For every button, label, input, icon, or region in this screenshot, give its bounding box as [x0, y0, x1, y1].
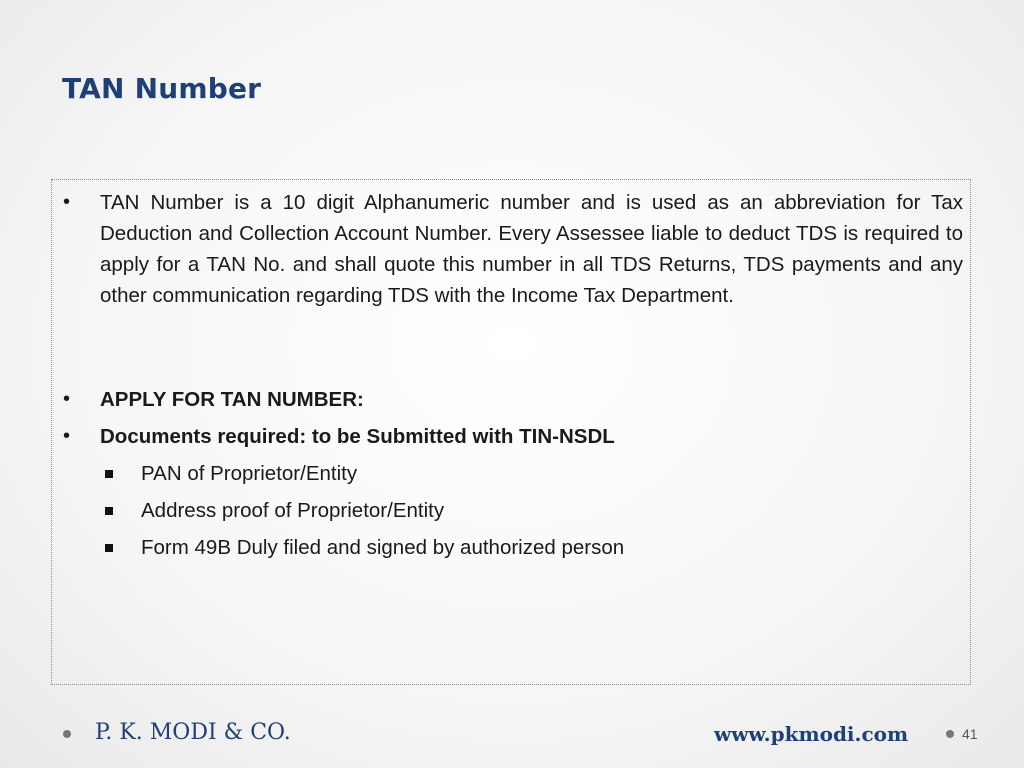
footer-dot-right-icon — [946, 730, 954, 738]
bullet-text: Documents required: to be Submitted with TIN-NSDL — [100, 425, 615, 448]
bullet-text: TAN Number is a 10 digit Alphanumeric number and is used as an abbreviation for Tax Deduction and Collection Account Number. Every Assessee liable to deduct TDS is required to apply for a TAN No. and shall quote this number in all TDS Returns, TDS payments and any other communication regarding TDS with the Income Tax Department. — [100, 191, 963, 307]
sub-bullet-text: Address proof of Proprietor/Entity — [141, 499, 445, 522]
square-bullet-icon — [105, 507, 113, 515]
sub-bullet-text: Form 49B Duly filed and signed by authorized person — [141, 536, 625, 559]
square-bullet-icon — [105, 470, 113, 478]
footer-firm-name: P. K. MODI & CO. — [95, 720, 291, 745]
bullet-marker: • — [63, 388, 71, 410]
slide-title: TAN Number — [62, 72, 262, 105]
content-box — [51, 179, 971, 685]
footer-dot-left-icon — [63, 730, 71, 738]
square-bullet-icon — [105, 544, 113, 552]
bullet-marker: • — [63, 191, 71, 213]
sub-bullet-text: PAN of Proprietor/Entity — [141, 462, 358, 485]
bullet-marker: • — [63, 425, 71, 447]
footer-website: www.pkmodi.com — [714, 722, 909, 746]
page-number: 41 — [962, 726, 978, 742]
bullet-text: APPLY FOR TAN NUMBER: — [100, 388, 364, 411]
